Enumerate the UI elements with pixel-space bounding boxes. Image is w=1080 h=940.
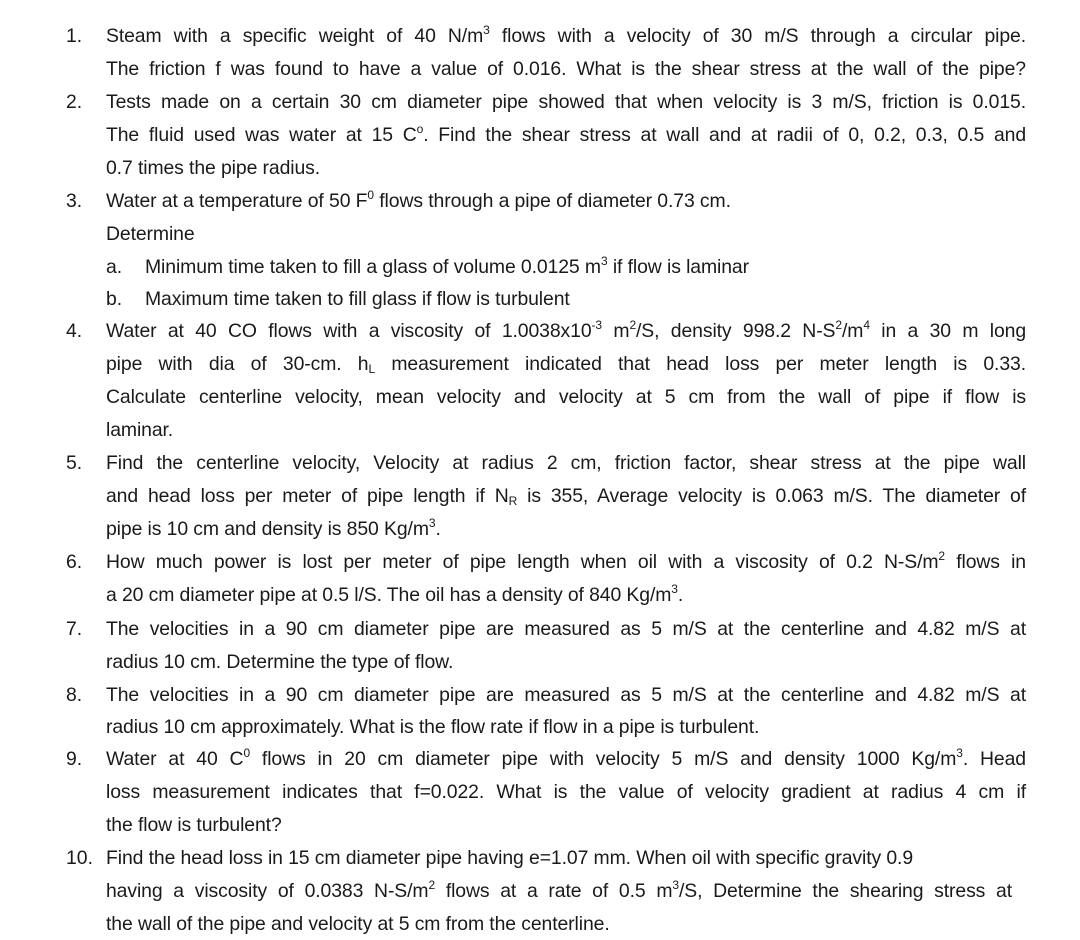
question-line: Water at 40 $C^0$ flows in 20 cm diameter pipe with velocity 5 m/S and density 1000 $Kg/m^3$. Head: [106, 746, 1026, 770]
subitem-label: a.: [106, 256, 123, 278]
question-line: Tests made on a certain 30 cm diameter pipe showed that when velocity is 3 m/S, friction is 0.015.: [106, 91, 1026, 113]
question-line: a 20 cm diameter pipe at 0.5 l/S. The oil has a density of 840 $Kg/m^3$.: [106, 582, 684, 606]
question-line: and head loss per meter of pipe length if $N_R$ is 355, Average velocity is 0.063 m/S. The diameter of: [106, 485, 1026, 508]
question-line: the flow is turbulent?: [106, 814, 282, 836]
question-line: How much power is lost per meter of pipe length when oil with a viscosity of 0.2 $N-S/m^2$ flows in: [106, 549, 1026, 573]
question-number: 4.: [66, 320, 83, 342]
question-line: Find the head loss in 15 cm diameter pipe having e=1.07 mm. When oil with specific gravity 0.9: [106, 847, 914, 869]
question-line: Calculate centerline velocity, mean velocity and velocity at 5 cm from the wall of pipe if flow is: [106, 386, 1026, 408]
question-line: the wall of the pipe and velocity at 5 cm from the centerline.: [106, 913, 610, 935]
question-line: Steam with a specific weight of 40 $N/m^3$ flows with a velocity of 30 m/S through a circular pipe.: [106, 23, 1026, 47]
question-number: 7.: [66, 618, 83, 640]
question-line: Determine: [106, 223, 195, 245]
question-line: The friction f was found to have a value of 0.016. What is the shear stress at the wall of the pipe?: [106, 58, 1026, 80]
question-line: pipe is 10 cm and density is 850 $Kg/m^3$.: [106, 516, 441, 540]
question-number: 8.: [66, 684, 83, 706]
question-number: 3.: [66, 190, 83, 212]
question-line: having a viscosity of 0.0383 $N-S/m^2$ flows at a rate of 0.5 $m^3/S$, Determine the shearing stress at: [106, 878, 1013, 902]
question-number: 9.: [66, 748, 83, 770]
question-number: 1.: [66, 25, 83, 47]
question-line: radius 10 cm approximately. What is the flow rate if flow in a pipe is turbulent.: [106, 716, 760, 738]
subitem-text: Maximum time taken to fill glass if flow is turbulent: [145, 288, 570, 310]
question-line: The fluid used was water at 15 $C^o$. Find the shear stress at wall and at radii of 0, 0.2, 0.3, 0.5 and: [106, 122, 1027, 146]
question-number: 5.: [66, 452, 83, 474]
question-line: The velocities in a 90 cm diameter pipe are measured as 5 m/S at the centerline and 4.82 m/S at: [106, 684, 1026, 706]
question-line: pipe with dia of 30-cm. $h_L$ measurement indicated that head loss per meter length is 0.33.: [106, 353, 1026, 376]
question-line: radius 10 cm. Determine the type of flow.: [106, 651, 454, 673]
question-line: Water at a temperature of 50 $F^0$ flows through a pipe of diameter 0.73 cm.: [106, 188, 731, 212]
question-number: 6.: [66, 551, 83, 573]
question-line: 0.7 times the pipe radius.: [106, 157, 321, 179]
subitem-label: b.: [106, 288, 123, 310]
question-line: laminar.: [106, 419, 174, 441]
question-line: The velocities in a 90 cm diameter pipe are measured as 5 m/S at the centerline and 4.82 m/S at: [106, 618, 1026, 640]
question-line: loss measurement indicates that f=0.022. What is the value of velocity gradient at radius 4 cm if: [106, 781, 1026, 803]
question-line: Find the centerline velocity, Velocity at radius 2 cm, friction factor, shear stress at the pipe wall: [106, 452, 1026, 474]
subitem-text: Minimum time taken to fill a glass of volume 0.0125 $m^3$ if flow is laminar: [145, 254, 749, 278]
question-line: Water at 40 CO flows with a viscosity of $1.0038x10^{-3}$ $m^2/S$, density 998.2 $N-S^2/m^4$ in a 30 m long: [106, 318, 1026, 342]
question-number: 10.: [66, 847, 93, 869]
question-number: 2.: [66, 91, 83, 113]
